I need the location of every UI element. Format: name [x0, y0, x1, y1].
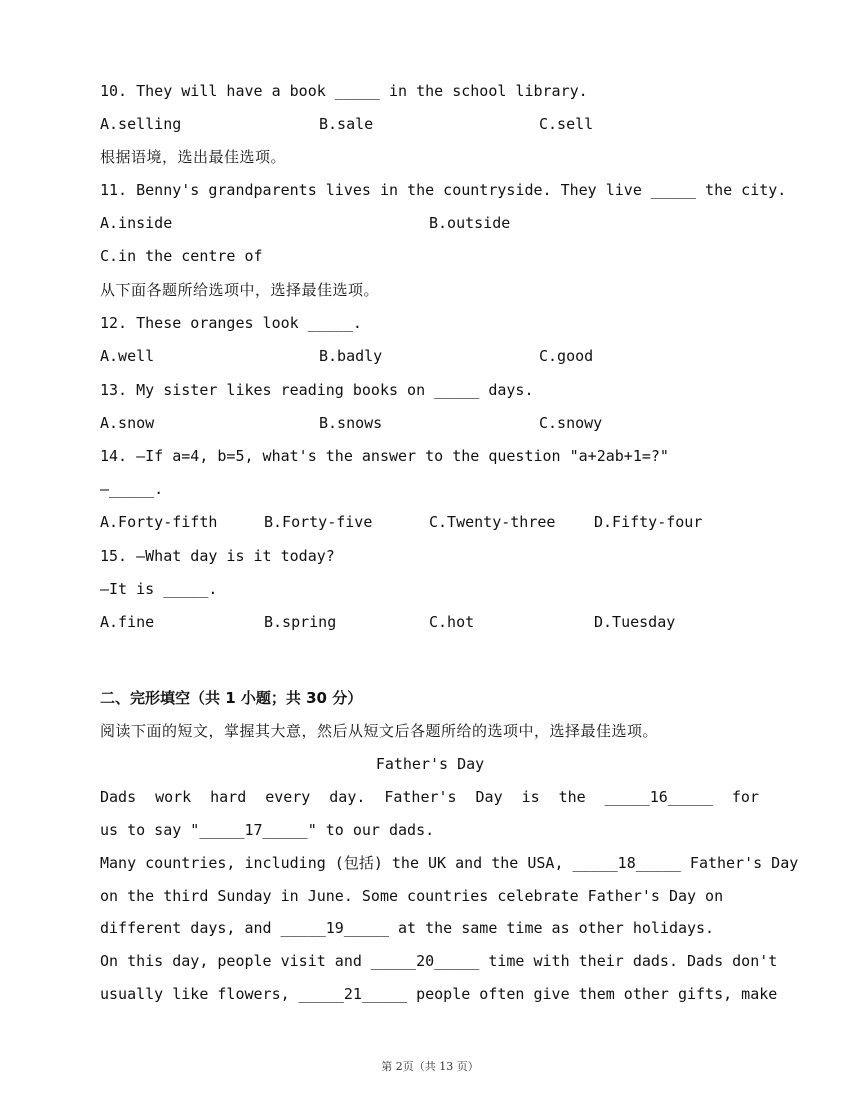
- question-14-option-c: C.Twenty-three: [429, 513, 556, 531]
- section-2-heading: 二、完形填空（共 1 小题；共 30 分）: [100, 689, 363, 707]
- passage-line-7: usually like flowers, _____21_____ people often give them other gifts, make: [100, 985, 778, 1003]
- passage-word: is: [521, 788, 540, 806]
- question-13-option-b: B.snows: [319, 414, 383, 432]
- question-12-option-c: C.good: [539, 347, 594, 365]
- question-10-stem: 10. They will have a book _____ in the school library.: [100, 82, 588, 100]
- question-12-stem: 12. These oranges look _____.: [100, 314, 362, 332]
- passage-line-5: different days, and _____19_____ at the same time as other holidays.: [100, 919, 715, 937]
- question-11-option-c: C.in the centre of: [100, 247, 263, 265]
- question-13-stem: 13. My sister likes reading books on _____ days.: [100, 381, 534, 399]
- question-10-option-a: A.selling: [100, 115, 182, 133]
- page-footer: 第 2页（共 13 页）: [381, 1060, 479, 1073]
- question-11-option-a: A.inside: [100, 214, 173, 232]
- question-14-stem: 14. —If a=4, b=5, what's the answer to the question "a+2ab+1=?": [100, 447, 669, 465]
- question-14-option-a: A.Forty-fifth: [100, 513, 218, 531]
- question-11-stem: 11. Benny's grandparents lives in the countryside. They live _____ the city.: [100, 181, 787, 199]
- passage-word: hard: [210, 788, 247, 806]
- question-15-answer-line: —It is _____.: [100, 580, 218, 598]
- question-15-option-a: A.fine: [100, 613, 155, 631]
- question-13-option-a: A.snow: [100, 414, 155, 432]
- question-11-option-b: B.outside: [429, 214, 511, 232]
- passage-word: Dads: [100, 788, 137, 806]
- question-11-instruction: 根据语境，选出最佳选项。: [100, 148, 287, 166]
- section-2-instruction: 阅读下面的短文，掌握其大意，然后从短文后各题所给的选项中，选择最佳选项。: [100, 722, 659, 740]
- question-10-option-c: C.sell: [539, 115, 594, 133]
- passage-line-6: On this day, people visit and _____20_____ time with their dads. Dads don't: [100, 952, 778, 970]
- passage-line-2: us to say "_____17_____" to our dads.: [100, 821, 435, 839]
- passage-word: work: [155, 788, 192, 806]
- question-15-option-b: B.spring: [264, 613, 337, 631]
- passage-word: the: [558, 788, 586, 806]
- question-13-option-c: C.snowy: [539, 414, 603, 432]
- question-12-option-a: A.well: [100, 347, 155, 365]
- question-12-instruction: 从下面各题所给选项中，选择最佳选项。: [100, 281, 380, 299]
- question-14-answer-line: —_____.: [100, 480, 164, 498]
- passage-word: for: [731, 788, 759, 806]
- passage-word: Father's: [384, 788, 457, 806]
- question-14-option-d: D.Fifty-four: [594, 513, 703, 531]
- passage-word: Day: [475, 788, 503, 806]
- passage-title: Father's Day: [375, 755, 485, 773]
- question-15-option-c: C.hot: [429, 613, 475, 631]
- question-15-stem: 15. —What day is it today?: [100, 547, 335, 565]
- passage-word: day.: [329, 788, 366, 806]
- blank-16: _____16_____: [604, 788, 713, 806]
- question-14-option-b: B.Forty-five: [264, 513, 373, 531]
- passage-line-1: [100, 787, 759, 807]
- passage-word: every: [265, 788, 311, 806]
- question-10-option-b: B.sale: [319, 115, 374, 133]
- passage-line-4: on the third Sunday in June. Some countries celebrate Father's Day on: [100, 887, 724, 905]
- question-15-option-d: D.Tuesday: [594, 613, 676, 631]
- passage-line-3: Many countries, including (包括) the UK and the USA, _____18_____ Father's Day: [100, 854, 799, 872]
- question-12-option-b: B.badly: [319, 347, 383, 365]
